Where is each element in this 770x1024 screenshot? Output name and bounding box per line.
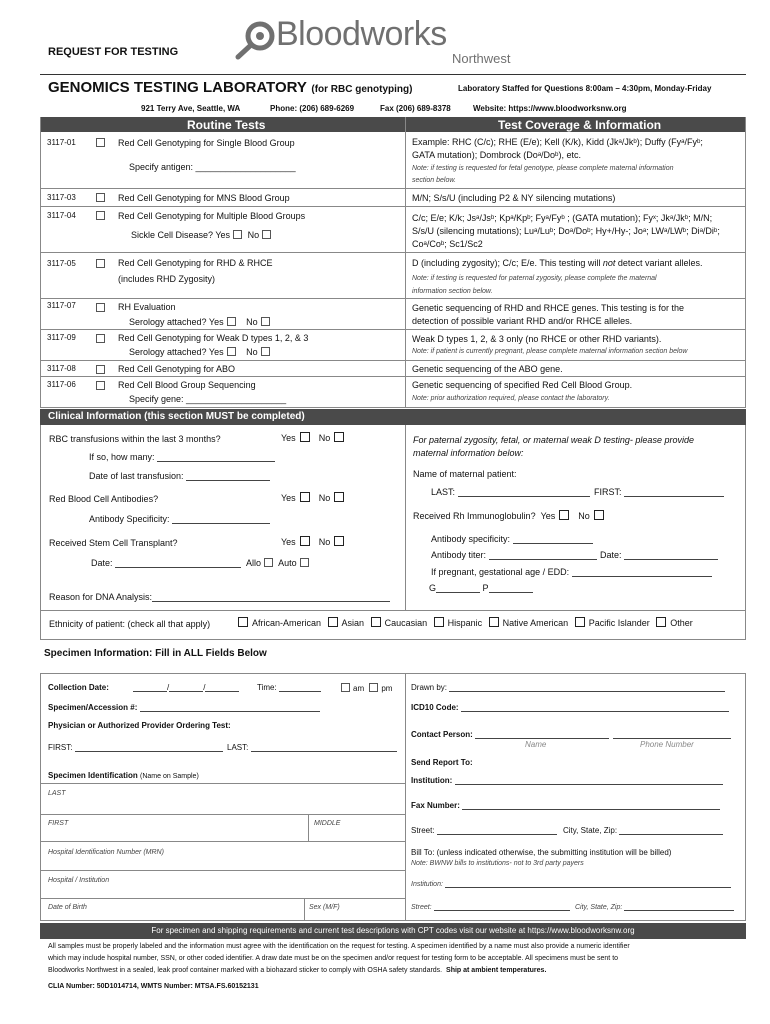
- last-label: LAST:: [431, 487, 456, 497]
- fax: Fax (206) 689-8378: [380, 104, 451, 113]
- maternal-first-field[interactable]: [594, 487, 724, 497]
- antibodies-no-checkbox[interactable]: [334, 492, 344, 502]
- test-coverage: Genetic sequencing of the ABO gene.: [412, 364, 563, 374]
- test-name: Red Cell Genotyping for ABO: [118, 364, 236, 374]
- footer-paragraph: [48, 967, 546, 974]
- hospital-label: Hospital / Institution: [48, 877, 110, 884]
- transfusions-no-checkbox[interactable]: [334, 432, 344, 442]
- serology-label: Serology attached? Yes: [129, 347, 224, 357]
- send-report-label: Send Report To:: [411, 758, 473, 767]
- reason-label: Reason for DNA Analysis:: [49, 592, 153, 602]
- test-3117-06-checkbox[interactable]: [96, 381, 105, 390]
- bill-street-field[interactable]: [411, 904, 570, 911]
- test-3117-07-checkbox[interactable]: [96, 303, 105, 312]
- yes-label: Yes: [281, 433, 296, 443]
- bill-city-label: City, State, Zip:: [575, 904, 623, 911]
- test-code: 3117-09: [47, 333, 76, 342]
- yes-label: Yes: [540, 511, 556, 521]
- ethnicity-label: Ethnicity of patient: (check all that apply): [49, 619, 211, 629]
- logo: [234, 20, 278, 65]
- ethnicity-checkbox[interactable]: [434, 617, 444, 627]
- ethnicity-option: Native American: [502, 618, 569, 628]
- rh-ig-label: Received Rh Immunoglobulin?: [413, 511, 536, 521]
- drawn-by-label: Drawn by:: [411, 683, 448, 692]
- auto-checkbox[interactable]: [300, 558, 309, 567]
- date-last-transfusion-field[interactable]: [89, 471, 270, 481]
- test-note: Note: if testing is requested for paternal zygosity, please complete the maternal: [412, 275, 657, 282]
- no-label: No: [318, 537, 331, 547]
- p-label: P: [482, 583, 489, 593]
- test-coverage: S/s/U (silencing mutations); Luᵃ/Luᵇ; Doᵃ/Doᵇ; Hy+/Hy-; Joᵃ; LWᵃ/LWᵇ; Diᵃ/Diᵇ;: [412, 226, 720, 236]
- fax-label: Fax Number:: [411, 801, 460, 810]
- test-coverage: Genetic sequencing of specified Red Cell Blood Group.: [412, 380, 633, 390]
- coverage-text: detect variant alleles.: [615, 258, 703, 268]
- serology-row: [129, 347, 273, 357]
- contact-name-hint: Name: [525, 740, 547, 749]
- no-label: No: [578, 511, 590, 521]
- footer-paragraph: which may include hospital number, SSN, or other coded identifier. A draw date must be on the specimen and/or request for testing form to be acceptable. All specimens must be sent to: [48, 955, 619, 962]
- ab-titer-label: Antibody titer:: [431, 550, 487, 560]
- phone: Phone: (206) 689-6269: [270, 104, 355, 113]
- institution-field[interactable]: [411, 776, 723, 785]
- footer-paragraph: All samples must be properly labeled and the information must agree with the identification on the request for testing. A specimen identified by a name must also provide a numeric identifier: [48, 943, 630, 950]
- no-label: No: [247, 230, 260, 240]
- mrn-label: Hospital Identification Number (MRN): [48, 849, 164, 856]
- footer-text: Bloodworks Northwest in a sealed, leak proof container marked with a biohazard sticker to comply with OSHA safety standards.: [48, 967, 443, 974]
- date-slash: /: [203, 683, 206, 692]
- test-coverage: Coᵃ/Coᵇ; Sc1/Sc2: [412, 239, 483, 249]
- test-coverage: C/c; E/e; K/k; Jsᵃ/Jsᵇ; Kpᵃ/Kpᵇ; Fyᵃ/Fyᵇ ; (GATA mutation); Fyˣ; Jkᵃ/Jkᵇ; M/N;: [412, 213, 713, 223]
- test-note: section below.: [412, 177, 456, 184]
- ship-ambient: Ship at ambient temperatures.: [446, 967, 547, 974]
- clia-number: CLIA Number: 50D1014714, WMTS Number: MTSA.FS.60152131: [48, 983, 259, 990]
- am-label: am: [353, 684, 365, 693]
- lab-subtitle: (for RBC genotyping): [311, 84, 413, 95]
- titer-date-field[interactable]: [600, 550, 718, 560]
- reason-field[interactable]: [49, 592, 390, 602]
- rh-ig-yes-checkbox[interactable]: [559, 510, 569, 520]
- allo-checkbox[interactable]: [264, 558, 273, 567]
- ethnicity-checkbox[interactable]: [328, 617, 338, 627]
- time-field[interactable]: [257, 683, 321, 692]
- allo-label: Allo: [246, 558, 262, 568]
- test-coverage: GATA mutation); Dombrock (Doᵃ/Doᵇ), etc.: [412, 150, 581, 160]
- address: 921 Terry Ave, Seattle, WA: [141, 104, 241, 113]
- test-name: Red Cell Genotyping for Multiple Blood Groups: [118, 211, 306, 221]
- paternal-note: maternal information below:: [413, 448, 524, 458]
- bill-institution-label: Institution:: [411, 881, 443, 888]
- clinical-info-bar: Clinical Information (this section MUST be completed): [40, 409, 746, 425]
- serology-07-no-checkbox[interactable]: [261, 317, 270, 326]
- test-name: Red Cell Genotyping for Single Blood Group: [118, 138, 295, 148]
- spec-id-title: Specimen Identification: [48, 771, 138, 780]
- specify-antigen-field[interactable]: Specify antigen: ____________________: [129, 162, 296, 172]
- stem-cell-yes-no: [281, 536, 348, 547]
- rh-ig-row: [413, 510, 608, 521]
- tests-header-bar: [40, 117, 746, 132]
- antibodies-yes-no: [281, 492, 348, 503]
- website: Website: https://www.bloodworksnw.org: [473, 104, 627, 113]
- test-3117-03-checkbox[interactable]: [96, 193, 105, 202]
- am-checkbox[interactable]: [341, 683, 350, 692]
- test-coverage: detection of possible variant RHD and/or RHCE alleles.: [412, 316, 633, 326]
- ab-spec-label: Antibody specificity:: [431, 534, 511, 544]
- test-note: information section below.: [412, 288, 493, 295]
- stem-cell-yes-checkbox[interactable]: [300, 536, 310, 546]
- routine-tests-heading: Routine Tests: [187, 118, 266, 132]
- test-note: Note: prior authorization required, please contact the laboratory.: [412, 395, 610, 402]
- specificity-label: Antibody Specificity:: [89, 514, 170, 524]
- date-slash: /: [167, 683, 170, 692]
- test-name: Red Cell Genotyping for Weak D types 1, 2, & 3: [118, 333, 309, 343]
- test-coverage: Weak D types 1, 2, & 3 only (no RHCE or other RHD variants).: [412, 334, 662, 344]
- how-many-field[interactable]: [89, 452, 275, 462]
- serology-07-yes-checkbox[interactable]: [227, 317, 236, 326]
- spec-id-sub: (Name on Sample): [140, 773, 199, 780]
- g-field[interactable]: [436, 592, 480, 593]
- staffed-hours: Laboratory Staffed for Questions 8:00am – 4:30pm, Monday-Friday: [458, 84, 712, 93]
- g-label: G: [429, 583, 437, 593]
- test-code: 3117-05: [47, 259, 76, 268]
- contact-phone-hint: Phone Number: [640, 740, 694, 749]
- box-first-label: FIRST: [48, 820, 69, 827]
- ethnicity-checkbox[interactable]: [371, 617, 381, 627]
- icd10-label: ICD10 Code:: [411, 703, 459, 712]
- titer-date-label: Date:: [600, 550, 622, 560]
- serology-row: [129, 317, 273, 327]
- drawn-by-field[interactable]: [411, 683, 725, 692]
- serology-09-yes-checkbox[interactable]: [227, 347, 236, 356]
- sickle-yes-checkbox[interactable]: [233, 230, 242, 239]
- test-code: 3117-07: [47, 301, 76, 310]
- lab-title: GENOMICS TESTING LABORATORY: [48, 79, 307, 96]
- yes-label: Yes: [281, 493, 296, 503]
- test-code: 3117-08: [47, 364, 76, 373]
- transfusions-label: RBC transfusions within the last 3 months?: [49, 434, 221, 444]
- test-note: Note: if patient is currently pregnant, please complete maternal information section below: [412, 348, 688, 355]
- lab-title-row: [48, 79, 412, 97]
- bill-to-label: Bill To: (unless indicated otherwise, the submitting institution will be billed): [411, 848, 672, 857]
- city-label: City, State, Zip:: [563, 826, 618, 835]
- serology-label: Serology attached? Yes: [129, 317, 224, 327]
- first-label: FIRST:: [594, 487, 622, 497]
- first-label: FIRST:: [48, 743, 73, 752]
- antibody-spec-field[interactable]: [431, 534, 593, 544]
- fax-number-field[interactable]: [411, 801, 720, 810]
- test-3117-09-checkbox[interactable]: [96, 334, 105, 343]
- test-name: Red Cell Genotyping for MNS Blood Group: [118, 193, 290, 203]
- test-note: Note: if testing is requested for fetal genotype, please complete maternal information: [412, 165, 674, 172]
- specimen-title: Specimen Information: Fill in ALL Fields Below: [44, 648, 267, 659]
- box-last-label: LAST: [48, 790, 66, 797]
- ethnicity-option: Hispanic: [447, 618, 483, 628]
- no-label: No: [318, 493, 331, 503]
- stem-cell-date-field[interactable]: [115, 567, 241, 568]
- test-coverage: M/N; S/s/U (including P2 & NY silencing mutations): [412, 193, 616, 203]
- collection-date-label: Collection Date:: [48, 683, 109, 692]
- coverage-text: D (including zygosity); C/c; E/e. This testing will: [412, 258, 603, 268]
- no-label: No: [318, 433, 331, 443]
- test-coverage: Example: RHC (C/c); RHE (E/e); Kell (K/k), Kidd (Jkᵃ/Jkᵇ); Duffy (Fyᵃ/Fyᵇ;: [412, 137, 703, 147]
- sickle-cell-label: Sickle Cell Disease? Yes: [131, 230, 231, 240]
- pregnant-field[interactable]: [431, 567, 712, 577]
- test-name: RH Evaluation: [118, 302, 176, 312]
- report-street-field[interactable]: [411, 826, 557, 835]
- ethnicity-checkbox[interactable]: [489, 617, 499, 627]
- bill-institution-field[interactable]: [411, 881, 731, 888]
- accession-label: Specimen/Accession #:: [48, 703, 138, 712]
- bill-city-field[interactable]: [575, 904, 734, 911]
- specify-gene-field[interactable]: Specify gene: ____________________: [129, 394, 287, 404]
- paternal-note: For paternal zygosity, fetal, or maternal weak D testing- please provide: [413, 435, 694, 445]
- logo-text: Bloodworks: [276, 15, 447, 53]
- no-label: No: [246, 317, 258, 327]
- test-coverage: [412, 258, 702, 268]
- test-name: Red Cell Genotyping for RHD & RHCE: [118, 258, 273, 268]
- footer-bar: For specimen and shipping requirements and current test descriptions with CPT codes visit our website at https://www.bloodworksnw.org: [40, 923, 746, 939]
- ethnicity-option: African-American: [252, 618, 322, 628]
- how-many-label: If so, how many:: [89, 452, 155, 462]
- test-name: Red Cell Blood Group Sequencing: [118, 380, 256, 390]
- test-code: 3117-01: [47, 138, 76, 147]
- auto-label: Auto: [278, 558, 297, 568]
- test-code: 3117-03: [47, 193, 76, 202]
- antibodies-yes-checkbox[interactable]: [300, 492, 310, 502]
- request-title: REQUEST FOR TESTING: [48, 46, 179, 58]
- stem-cell-label: Received Stem Cell Transplant?: [49, 538, 178, 548]
- sex-label: Sex (M/F): [309, 904, 340, 911]
- serology-09-no-checkbox[interactable]: [261, 347, 270, 356]
- test-code: 3117-04: [47, 211, 76, 220]
- contact-field[interactable]: [411, 730, 731, 739]
- street-label: Street:: [411, 826, 435, 835]
- dob-label: Date of Birth: [48, 904, 87, 911]
- ethnicity-checkbox[interactable]: [656, 617, 666, 627]
- logo-magnifier-icon: [234, 20, 278, 60]
- pm-label: pm: [381, 684, 393, 693]
- collection-date-field[interactable]: [133, 683, 239, 692]
- ethnicity-options: [234, 617, 693, 628]
- gravida-para-row: [429, 583, 533, 593]
- pregnant-label: If pregnant, gestational age / EDD:: [431, 567, 570, 577]
- time-label: Time:: [257, 683, 277, 692]
- contact-label: Contact Person:: [411, 730, 473, 739]
- rh-ig-no-checkbox[interactable]: [594, 510, 604, 520]
- test-3117-08-checkbox[interactable]: [96, 365, 105, 374]
- no-label: No: [246, 347, 258, 357]
- antibody-specificity-field[interactable]: [89, 514, 270, 524]
- test-subtext: (includes RHD Zygosity): [118, 274, 216, 284]
- test-3117-05-checkbox[interactable]: [96, 259, 105, 268]
- transfusions-yes-no: [281, 432, 348, 443]
- bill-street-label: Street:: [411, 904, 432, 911]
- stem-cell-date-row: [91, 558, 312, 568]
- stem-cell-no-checkbox[interactable]: [334, 536, 344, 546]
- ethnicity-option: Pacific Islander: [588, 618, 650, 628]
- maternal-last-field[interactable]: [431, 487, 590, 497]
- sickle-no-checkbox[interactable]: [262, 230, 271, 239]
- antibodies-label: Red Blood Cell Antibodies?: [49, 494, 159, 504]
- physician-last-field[interactable]: [227, 743, 397, 752]
- p-field[interactable]: [489, 592, 533, 593]
- ethnicity-checkbox[interactable]: [575, 617, 585, 627]
- physician-first-field[interactable]: [48, 743, 223, 752]
- physician-label: Physician or Authorized Provider Ordering Test:: [48, 721, 231, 730]
- accession-field[interactable]: [48, 703, 320, 712]
- pm-checkbox[interactable]: [369, 683, 378, 692]
- icd10-field[interactable]: [411, 703, 729, 712]
- test-3117-01-checkbox[interactable]: [96, 138, 105, 147]
- ethnicity-checkbox[interactable]: [238, 617, 248, 627]
- coverage-heading: Test Coverage & Information: [498, 118, 662, 132]
- sickle-cell-row: [131, 230, 274, 240]
- transfusions-yes-checkbox[interactable]: [300, 432, 310, 442]
- maternal-name-label: Name of maternal patient:: [413, 469, 517, 479]
- test-3117-04-checkbox[interactable]: [96, 211, 105, 220]
- am-pm-row: [338, 683, 392, 693]
- antibody-titer-field[interactable]: [431, 550, 597, 560]
- test-code: 3117-06: [47, 380, 76, 389]
- date-label: Date:: [91, 558, 113, 568]
- ethnicity-option: Asian: [341, 618, 365, 628]
- ethnicity-option: Caucasian: [384, 618, 428, 628]
- yes-label: Yes: [281, 537, 296, 547]
- box-middle-label: MIDDLE: [314, 820, 341, 827]
- test-coverage: Genetic sequencing of RHD and RHCE genes. This testing is for the: [412, 303, 684, 313]
- date-last-label: Date of last transfusion:: [89, 471, 184, 481]
- report-city-field[interactable]: [563, 826, 723, 835]
- bill-note: Note: BWNW bills to institutions- not to 3rd party payers: [411, 860, 584, 867]
- last-label: LAST:: [227, 743, 249, 752]
- coverage-emphasis: not: [602, 258, 616, 268]
- institution-label: Institution:: [411, 776, 453, 785]
- specimen-id-label: [48, 771, 199, 780]
- ethnicity-option: Other: [670, 618, 693, 628]
- logo-subtext: Northwest: [452, 51, 511, 66]
